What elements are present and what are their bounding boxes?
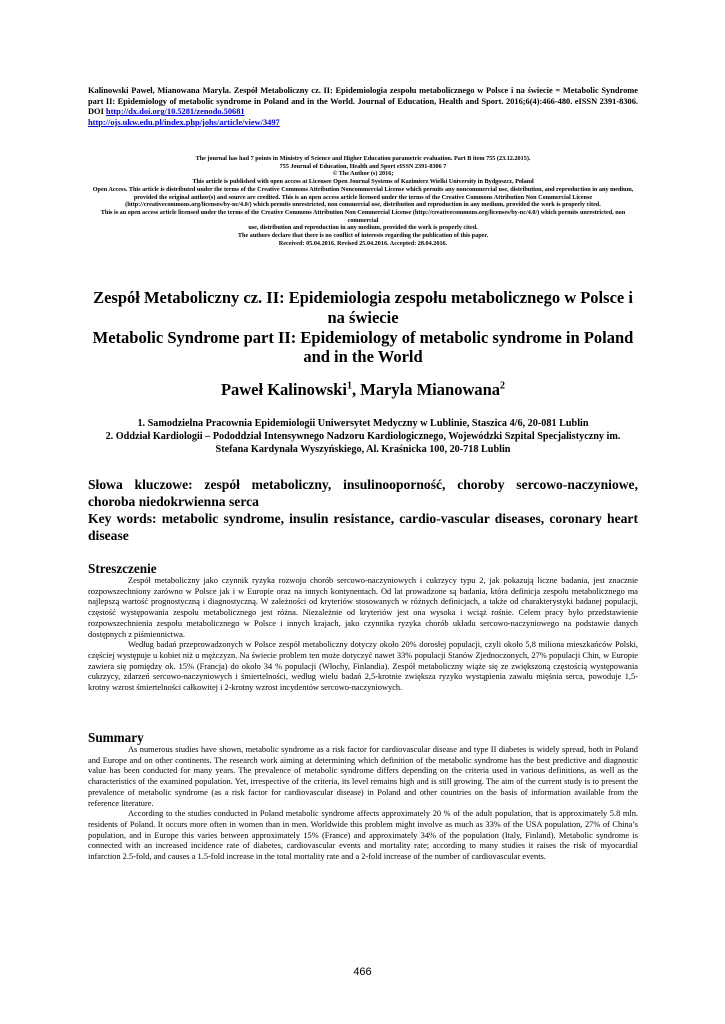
notice-line: provided the original author(s) and source are credited. This is an open access article licensed under the terms of the Creative Commons Attribution Non Commercial License (http://creativecommons.org/licenses/by-nc/4.0/) which permits unrestricted, non commercial use, distribution and reproduction in any medium, provided the work is properly cited. [125,193,601,209]
author-2-affiliation-mark: 2 [500,380,506,392]
citation-block [88,86,638,128]
paragraph: Zespół metaboliczny jako czynnik ryzyka rozwoju chorób sercowo-naczyniowych i cukrzycy typu 2, jak pokazują liczne badania, jest znacznie rozpowszechniony zarówno w Polsce jak i w Europie oraz na innych kontynentach. Od lat prowadzone są badania, która definicja zespołu metabolicznego ma najlepszą wartość prognostyczną i diagnostyczną. W zależności od kryteriów stosowanych w różnych definicjach, a także od charakterystyki badanej populacji, częstość występowania zespołu metabolicznego jest różna. Niezależnie od kryteriów jest ona wysoka i wciąż rośnie. Celem pracy było przedstawienie rozpowszechnienia zespołu metabolicznego w Polsce i innych krajach, jako czynnika ryzyka chorób układu sercowo-naczyniowego na podstawie danych dostępnych z piśmiennictwa. [88,576,638,639]
article-title [88,288,638,367]
citation-text: Kalinowski Paweł, Mianowana Maryla. Zespół Metaboliczny cz. II: Epidemiologia zespołu metabolicznego w Polsce i na świecie = Metabolic Syndrome part II: Epidemiology of metabolic syndrome in Poland and in the World. Journal of Education, Health and Sport. 2016;6(4):466-480. eISSN 2391-8306. DOI [88,86,638,117]
notice-line: Received: 05.04.2016. Revised 25.04.2016. Accepted: 28.04.2016. [278,239,448,247]
paragraph: Według badań przeprowadzonych w Polsce zespół metaboliczny dotyczy około 20% dorosłej populacji, czyli około 5,8 miliona mieszkańców Polski, częściej występuje u kobiet niż u mężczyzn. Na świecie problem ten może dotyczyć nawet 33% populacji Stanów Zjednoczonych, 27% populacji Chin, w Europie zawiera się pomiędzy ok. 15% (Francja) do około 34 % populacji (Włochy, Finlandia). Zespół metaboliczny wiąże się ze zwiększoną częstością występowania cukrzycy, zdarzeń sercowo-naczyniowych i śmiertelności, według wielu badań 2,5-krotnie zwiększa ryzyko wystąpienia zawału mięśnia serca, powoduje 1,5-krotny wzrost śmiertelności całkowitej i 2-krotny wzrost incydentów sercowo-naczyniowych. [88,640,638,693]
title-polish: Zespół Metaboliczny cz. II: Epidemiologia zespołu metabolicznego w Polsce i na świecie [93,288,633,327]
authors-line [88,380,638,400]
affiliation-2: 2. Oddział Kardiologii – Pododdział Intensywnego Nadzoru Kardiologicznego, Wojewódzki Szpital Specjalistyczny im. Stefana Kardynała Wyszyńskiego, Al. Kraśnicka 100, 20-718 Lublin [105,431,621,456]
notice-line: The authors declare that there is no conflict of interests regarding the publication of this paper. [237,232,489,240]
notice-line: This is an open access article licensed under the terms of the Creative Commons Attribution Non Commercial License (http://creativecommons.org/licenses/by-nc/4.0/) which permits unrestricted, non commercial [100,208,626,224]
notice-line: 755 Journal of Education, Health and Sport eISSN 2391-8306 7 [279,162,447,170]
notice-line: Open Access. This article is distributed under the terms of the Creative Commons Attribution Noncommercial License which permits any noncommercial use, distribution, and reproduction in any medium, [92,185,634,193]
streszczenie-heading: Streszczenie [88,561,157,576]
paragraph: As numerous studies have shown, metabolic syndrome as a risk factor for cardiovascular disease and type II diabetes is widely spread, both in Poland and Europe and on other continents. The research work aiming at determining which definition of the metabolic syndrome has the best predictive and diagnostic value has been conducted for many years. The prevalence of metabolic syndrome differs depending on the criteria used in various definitions, as well as the characteristics of the examined population. Yet, irrespective of the criteria, its level remains high and is still growing. The aim of the current study is to present the prevalence of metabolic syndrome (as a risk factor for cardiovascular disease) in Poland and other countries on the basis of information available from the reference literature. [88,745,638,808]
journal-notice [88,155,638,247]
article-url-link[interactable]: http://ojs.ukw.edu.pl/index.php/johs/article/view/3497 [88,117,280,127]
affiliation-1: 1. Samodzielna Pracownia Epidemiologii Uniwersytet Medyczny w Lublinie, Staszica 4/6, 20-081 Lublin [137,418,589,429]
author-1-affiliation-mark: 1 [347,380,352,392]
page-number: 466 [353,966,372,978]
keywords-polish: Słowa kluczowe: zespół metaboliczny, insulinooporność, choroby sercowo-naczyniowe, choroba niedokrwienna serca [88,477,638,509]
title-english: Metabolic Syndrome part II: Epidemiology of metabolic syndrome in Poland and in the World [92,327,634,367]
streszczenie-body [88,576,638,694]
keywords-english: Key words: metabolic syndrome, insulin resistance, cardio-vascular diseases, coronary heart disease [88,511,638,543]
paragraph: According to the studies conducted in Poland metabolic syndrome affects approximately 20 % of the adult population, that is approximately 5.8 mln. residents of Poland. It occurs more often in women than in men. Worldwide this problem might involve as much as 33% of the USA population, 27% of China’s population, and in Europe this varies between approximately 15% (France) and approximately 34% of the population (Italy, Finland). Metabolic syndrome is connected with an increased incidence rate of diabetes, cardiovascular events and mortality rate; according to many studies it raises the risk of myocardial infarction 2.5-fold, and causes a 1.5-fold increase in the total mortality rate and a 2-fold increase of the number of cardiovascular events. [88,809,638,862]
notice-line: use, distribution and reproduction in any medium, provided the work is properly cited. [248,224,478,232]
summary-body [88,745,638,863]
affiliations [88,417,638,457]
author-1-name: Paweł Kalinowski [220,380,347,399]
summary-heading: Summary [88,730,144,745]
keywords-block [88,476,638,544]
doi-link[interactable]: http://dx.doi.org/10.5281/zenodo.50681 [105,107,245,117]
author-separator: , [352,380,361,399]
notice-line: This article is published with open access at Licensee Open Journal Systems of Kazimierz Wielki University in Bydgoszcz, Poland [192,178,534,186]
notice-line: © The Author (s) 2016; [332,170,394,178]
notice-line: The journal has had 7 points in Ministry of Science and Higher Education parametric evaluation. Part B item 755 (23.12.2015). [195,155,531,162]
author-2-name: Maryla Mianowana [360,380,501,399]
